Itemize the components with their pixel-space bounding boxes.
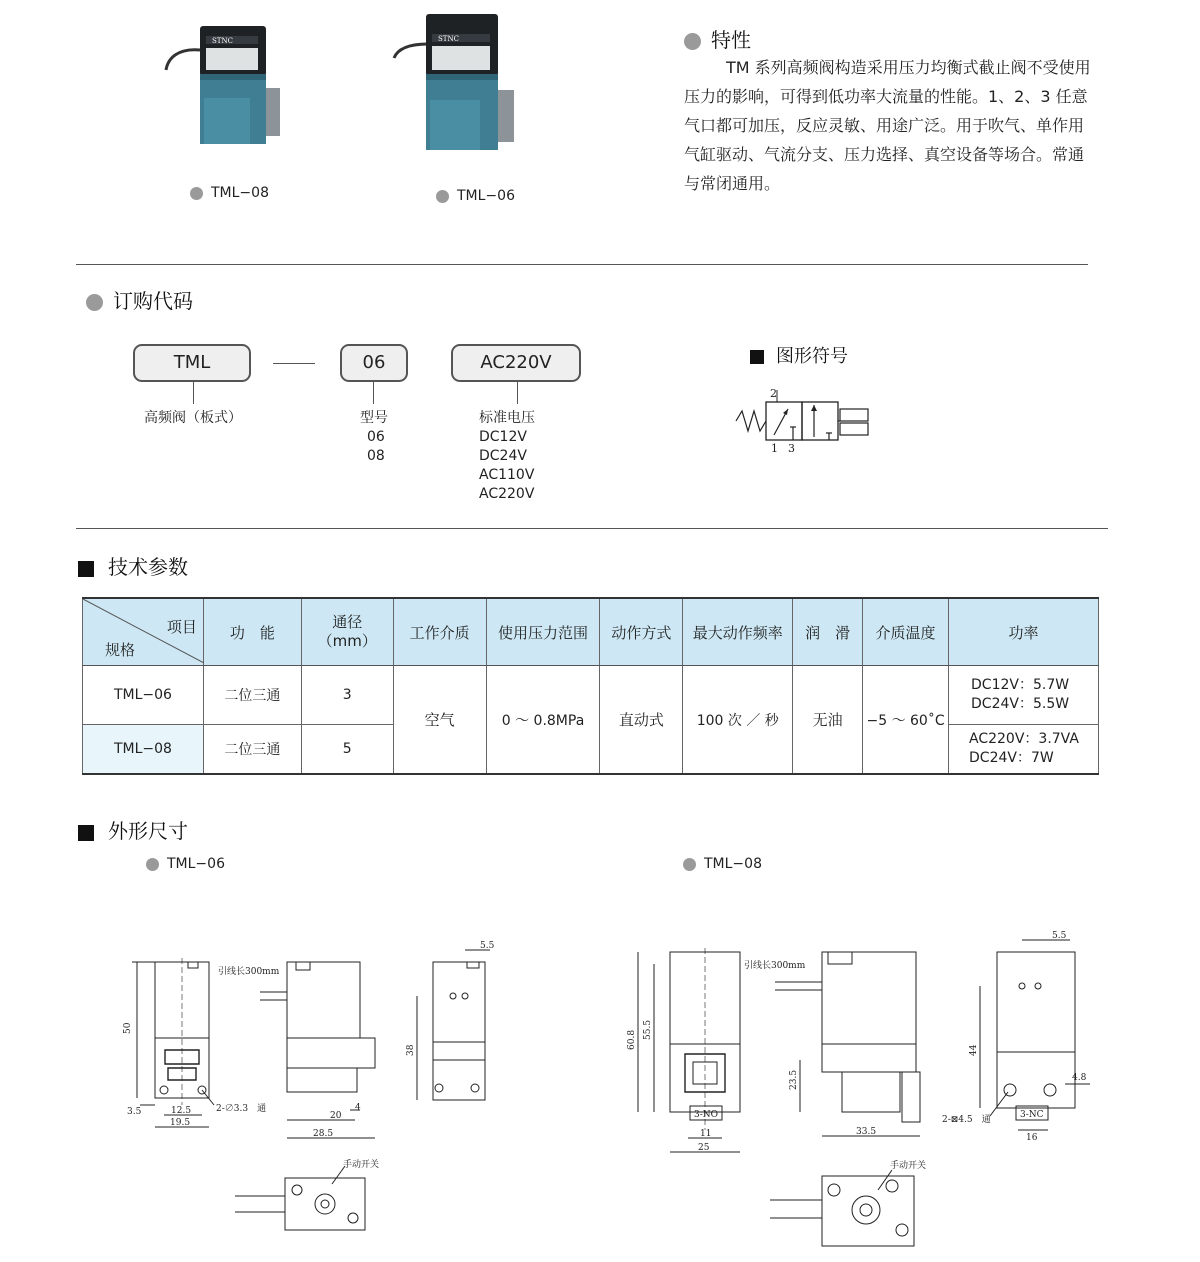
dim-label: 4.8 (1072, 1073, 1087, 1083)
dimension-drawing-tml06 (110, 930, 530, 1250)
bullet-icon (190, 187, 203, 200)
column-header: 最大动作频率 (683, 598, 793, 666)
divider (76, 528, 1108, 529)
column-header: 介质温度 (863, 598, 949, 666)
square-bullet-icon (78, 561, 94, 577)
series-label: 高频阀（板式） (144, 410, 242, 426)
dimensions-title: 外形尺寸 (78, 815, 188, 844)
product-photo-tml06 (390, 8, 530, 158)
bullet-icon (86, 294, 103, 311)
cell-action: 直动式 (600, 666, 683, 775)
manual-switch-label: 手动开关 (343, 1160, 380, 1170)
table-row (83, 666, 1099, 725)
dim-caption-tml06: TML−06 (146, 856, 225, 872)
dim-caption-tml08: TML−08 (683, 856, 762, 872)
dimension-drawing-tml08 (620, 930, 1090, 1250)
dim-label: 33.5 (856, 1127, 877, 1137)
code-box-series: TML (133, 344, 251, 382)
cell-pressure: 0 ～ 0.8MPa (486, 666, 600, 775)
cell-medium: 空气 (393, 666, 486, 775)
dim-label: 3.5 (127, 1107, 142, 1117)
dim-label: 55.5 (643, 1019, 653, 1040)
bullet-icon (436, 190, 449, 203)
hole-label: 2-⊠4.5 通 (942, 1115, 991, 1125)
port-label-3: 3 (788, 442, 795, 455)
cell-function: 二位三通 (203, 725, 301, 775)
column-header: 工作介质 (393, 598, 486, 666)
cell-model: TML−06 (83, 666, 204, 725)
brand-label: STNC (438, 35, 459, 43)
cell-power: DC12V：5.7W DC24V：5.5W (949, 666, 1099, 725)
column-header: 通径 （mm） (301, 598, 393, 666)
dim-label: 20 (330, 1111, 342, 1121)
product-caption-tml06: TML−06 (436, 188, 515, 204)
dim-label: 16 (1026, 1133, 1038, 1143)
dim-label: 28.5 (313, 1129, 334, 1139)
cell-lubrication: 无油 (793, 666, 863, 775)
cell-model: TML−08 (83, 725, 204, 775)
code-leader (193, 382, 194, 404)
cell-frequency: 100 次 ／ 秒 (683, 666, 793, 775)
dim-label: 19.5 (170, 1118, 191, 1128)
dim-label: 60.8 (627, 1029, 637, 1050)
cell-bore: 5 (301, 725, 393, 775)
code-leader (517, 382, 518, 404)
dim-label: 5.5 (1052, 931, 1067, 941)
square-bullet-icon (78, 825, 94, 841)
dim-label: 5.5 (480, 941, 495, 951)
port-label-2: 2 (770, 387, 777, 400)
dim-label: 4 (355, 1103, 361, 1113)
port-label-no: 3-NO (694, 1110, 719, 1120)
dim-label: 50 (123, 1022, 133, 1034)
square-bullet-icon (750, 350, 764, 364)
column-header: 使用压力范围 (486, 598, 600, 666)
bullet-icon (146, 858, 159, 871)
table-corner-header: 项目 规格 (83, 598, 204, 666)
product-caption-tml08: TML−08 (190, 185, 269, 201)
cell-function: 二位三通 (203, 666, 301, 725)
port-label-1: 1 (771, 442, 778, 455)
divider (76, 264, 1088, 265)
features-text: TM 系列高频阀构造采用压力均衡式截止阀不受使用压力的影响，可得到低功率大流量的性能。1、2、3 任意气口都可加压，反应灵敏、用途广泛。用于吹气、单作用气缸驱动、气流分支、压力选择、真空设备等场合。常通与常闭通用。 (684, 58, 1091, 193)
cell-temperature: −5 ～ 60˚C (863, 666, 949, 775)
code-box-voltage: AC220V (451, 344, 581, 382)
code-box-model: 06 (340, 344, 408, 382)
voltage-options: 标准电压 DC12V DC24V AC110V AC220V (479, 410, 535, 502)
spec-table (82, 597, 1099, 775)
bullet-icon (684, 33, 701, 50)
symbol-title: 图形符号 (750, 342, 848, 368)
valve-symbol (730, 385, 880, 457)
dim-label: 11 (700, 1129, 712, 1139)
bullet-icon (683, 858, 696, 871)
dim-label: 12.5 (171, 1106, 192, 1116)
model-options: 型号 06 08 (360, 410, 388, 464)
dim-label: 44 (969, 1044, 979, 1056)
ordering-title: 订购代码 (86, 285, 193, 314)
column-header: 动作方式 (600, 598, 683, 666)
column-header: 功 能 (203, 598, 301, 666)
lead-length-label: 引线长300mm (218, 967, 280, 977)
cell-power: AC220V：3.7VA DC24V：7W (949, 725, 1099, 775)
features-title: 特性 (684, 24, 751, 53)
lead-length-label: 引线长300mm (744, 961, 806, 971)
dim-label: 38 (406, 1044, 416, 1056)
code-leader (373, 382, 374, 404)
hole-label: 2-∅3.3 通 (216, 1104, 267, 1114)
column-header: 润 滑 (793, 598, 863, 666)
product-photo-tml08 (160, 8, 290, 153)
cell-bore: 3 (301, 666, 393, 725)
dim-label: 23.5 (789, 1069, 799, 1090)
brand-label: STNC (212, 37, 233, 45)
manual-switch-label: 手动开关 (890, 1161, 927, 1171)
port-label-nc: 3-NC (1020, 1110, 1044, 1120)
tech-title: 技术参数 (78, 551, 188, 580)
column-header: 功率 (949, 598, 1099, 666)
dim-label: 25 (698, 1143, 710, 1153)
code-separator (273, 363, 315, 364)
